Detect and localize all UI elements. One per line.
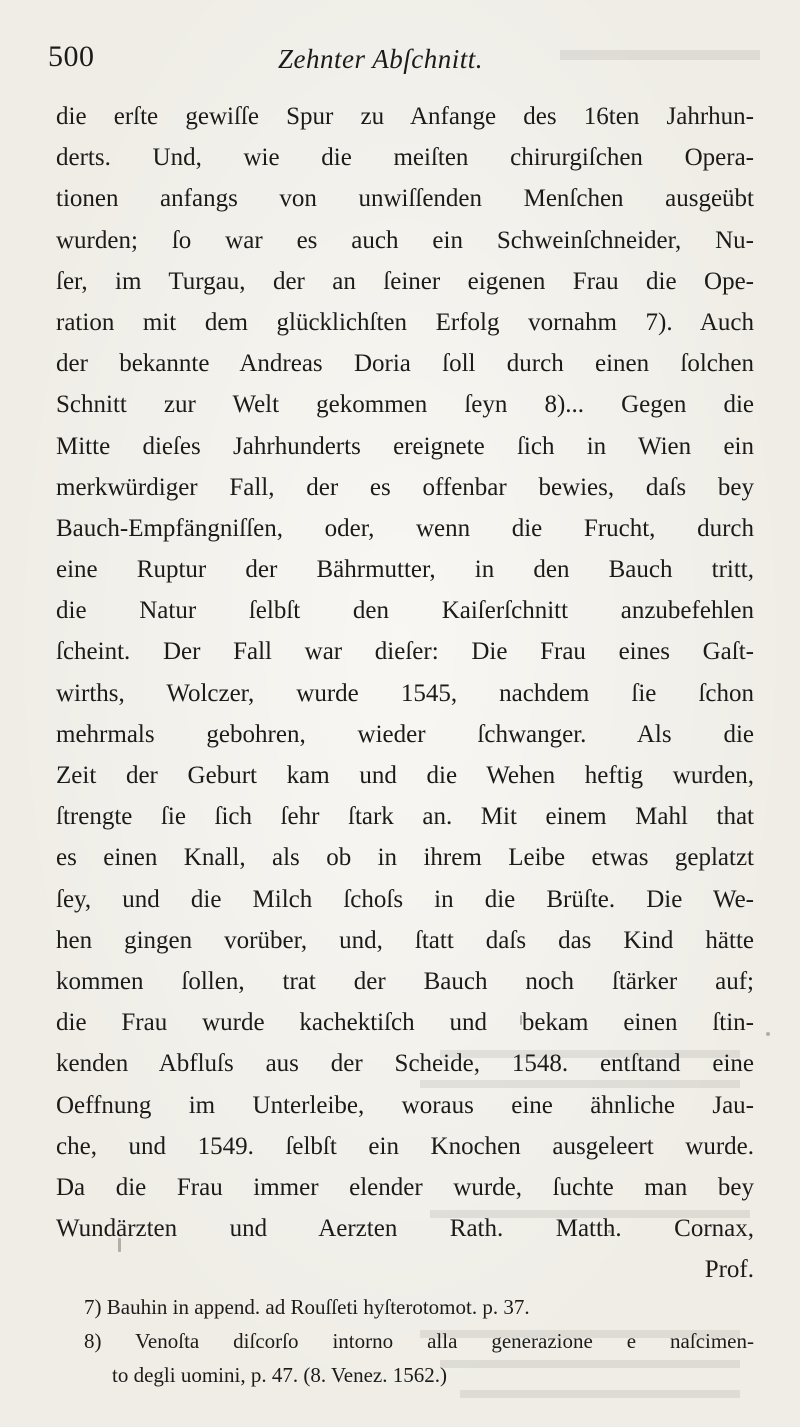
- text-line: ſcheint. Der Fall war dieſer: Die Frau eines Gaſt-: [56, 638, 754, 666]
- text-line: die erſte gewiſſe Spur zu Anfange des 16ten Jahrhun-: [56, 103, 754, 130]
- text-line: Bauch-Empfängniſſen, oder, wenn die Frucht, durch: [56, 514, 754, 542]
- text-line: wirths, Wolczer, wurde 1545, nachdem ſie ſchon: [56, 679, 754, 707]
- body-text: [56, 96, 754, 1290]
- text-line: ration mit dem glücklichſten Erfolg vornahm 7). Auch: [56, 308, 754, 336]
- text-line: ſey, und die Milch ſchoſs in die Brüſte. Die We-: [56, 885, 754, 913]
- footnote-8-continuation: to degli uomini, p. 47. (8. Venez. 1562.): [112, 1363, 447, 1387]
- text-line: die Natur ſelbſt den Kaiſerſchnitt anzubefehlen: [56, 597, 754, 625]
- text-line: kommen ſollen, trat der Bauch noch ſtärker auf;: [56, 967, 754, 995]
- catchword: Prof.: [704, 1256, 754, 1284]
- text-line: wurden; ſo war es auch ein Schweinſchneider, Nu-: [56, 226, 754, 254]
- text-line: mehrmals gebohren, wieder ſchwanger. Als die: [56, 720, 754, 748]
- text-line: kenden Abfluſs aus der Scheide, 1548. entſtand eine: [56, 1050, 754, 1078]
- text-line: Da die Frau immer elender wurde, ſuchte man bey: [56, 1173, 754, 1201]
- text-line: ſer, im Turgau, der an ſeiner eigenen Frau die Ope-: [56, 267, 754, 295]
- footnote-8: 8) Venoſta diſcorſo intorno alla generazione e naſcimen-: [84, 1329, 754, 1353]
- page-header: [0, 36, 800, 84]
- text-line: ſtrengte ſie ſich ſehr ſtark an. Mit einem Mahl that: [56, 803, 754, 831]
- text-line: eine Ruptur der Bährmutter, in den Bauch tritt,: [56, 556, 754, 584]
- text-line: tionen anfangs von unwiſſenden Menſchen ausgeübt: [56, 185, 754, 213]
- page-number: 500: [48, 40, 95, 73]
- text-line: Zeit der Geburt kam und die Wehen heftig wurden,: [56, 762, 754, 789]
- text-line: merkwürdiger Fall, der es offenbar bewies, daſs bey: [56, 473, 754, 501]
- text-line: Mitte dieſes Jahrhunderts ereignete ſich in Wien ein: [56, 432, 754, 460]
- text-line: Schnitt zur Welt gekommen ſeyn 8)... Gegen die: [56, 391, 754, 419]
- text-line: derts. Und, wie die meiſten chirurgiſchen Opera-: [56, 144, 754, 172]
- footnotes: [84, 1290, 754, 1392]
- text-line: che, und 1549. ſelbſt ein Knochen ausgeleert wurde.: [56, 1132, 754, 1160]
- text-line: hen gingen vorüber, und, ſtatt daſs das Kind hätte: [56, 926, 754, 954]
- text-line: der bekannte Andreas Doria ſoll durch einen ſolchen: [56, 350, 754, 378]
- text-line: es einen Knall, als ob in ihrem Leibe etwas geplatzt: [56, 844, 754, 872]
- text-line: Oeffnung im Unterleibe, woraus eine ähnliche Jau-: [56, 1091, 754, 1119]
- text-line: Wundärzten und Aerzten Rath. Matth. Cornax,: [56, 1215, 754, 1243]
- footnote-7: 7) Bauhin in append. ad Rouſſeti hyſterotomot. p. 37.: [84, 1295, 530, 1319]
- text-line: die Frau wurde kachektiſch und bekam einen ſtin-: [56, 1009, 754, 1037]
- running-head: Zehnter Abſchnitt.: [278, 44, 483, 74]
